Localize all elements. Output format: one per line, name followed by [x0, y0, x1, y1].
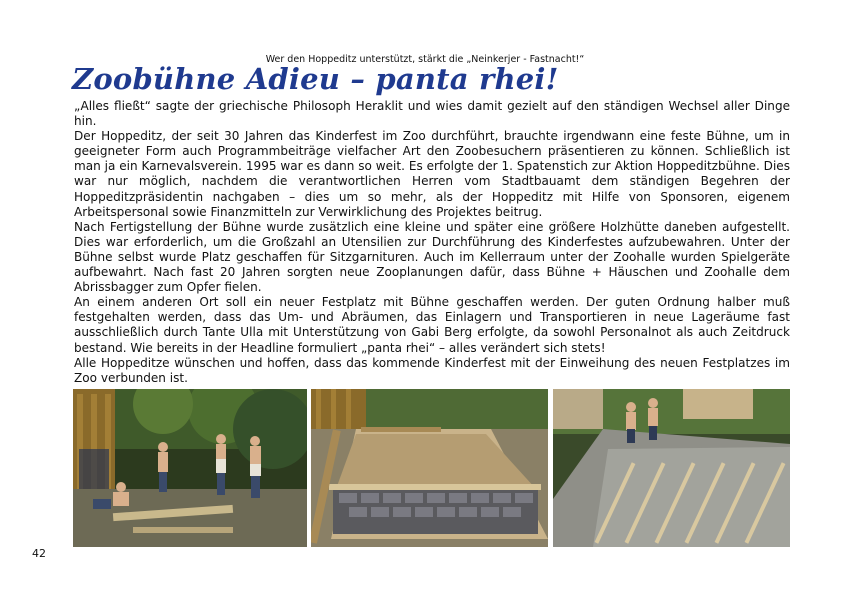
article-paragraph: „Alles fließt“ sagte der griechische Philosoph Heraklit und wies damit gezielt auf den ständigen Wechsel aller Dinge hin.	[74, 99, 790, 129]
article-paragraph: Nach Fertigstellung der Bühne wurde zusätzlich eine kleine und später eine größere Holzhütte daneben aufgestellt. Dies war erforderlich, um die Großzahl an Utensilien zur Durchführung des Kinderfestes aufzubewahren. Unter der Bühne selbst wurde Platz geschaffen für Sitzgarnituren. Auch im Kellerraum unter der Zoohalle wurden Spielgeräte aufbewahrt. Nach fast 20 Jahren sorgten neue Zooplanungen dafür, dass Bühne + Häuschen und Zoohalle dem Abrissbagger zum Opfer fielen.	[74, 219, 790, 295]
article-paragraph: Der Hoppeditz, der seit 30 Jahren das Kinderfest im Zoo durchführt, brauchte irgendwann eine feste Bühne, um in geeigneter Form auch Programmbeiträge vielfacher Art den Zoobesuchern präsentieren zu können. Schließlich ist man ja ein Karnevalsverein. 1995 war es dann so weit. Es erfolgte der 1. Spatenstich zur Aktion Hoppeditzbühne. Dies war nur möglich, nachdem die verantwortlichen Herren vom Stadtbauamt dem ständigen Begehren der Hoppeditzpräsidentin nachgaben – dies um so mehr, als der Hoppeditz mit Hilfe von Sponsoren, eigenem Arbeitspersonal sowie Finanzmitteln zur Verwirklichung des Projektes beitrug.	[74, 129, 790, 219]
page-number: 42	[32, 547, 46, 560]
article-paragraph: An einem anderen Ort soll ein neuer Festplatz mit Bühne geschaffen werden. Der guten Ordnung halber muß festgehalten werden, dass das Um- und Abräumen, das Einlagern und Transportieren in neue Lageräume fast ausschließlich durch Tante Ulla mit Unterstützung von Gabi Berg erfolgte, da sowohl Personalnot als auch Zeitdruck bestand. Wie bereits in der Headline formuliert „panta rhei“ – alles verändert sich stets!	[74, 295, 790, 355]
photo-construction-workers	[73, 389, 307, 547]
photo-stage-slab	[553, 389, 790, 547]
photo-stage-foundation	[311, 389, 548, 547]
page-headline: Zoobühne Adieu – panta rhei!	[72, 62, 559, 96]
article-body	[74, 99, 790, 386]
header-slogan: Wer den Hoppeditz unterstützt, stärkt die „Neinkerjer - Fastnacht!“	[265, 54, 585, 65]
article-paragraph: Alle Hoppeditze wünschen und hoffen, dass das kommende Kinderfest mit der Einweihung des neuen Festplatzes im Zoo verbunden ist.	[74, 355, 790, 385]
